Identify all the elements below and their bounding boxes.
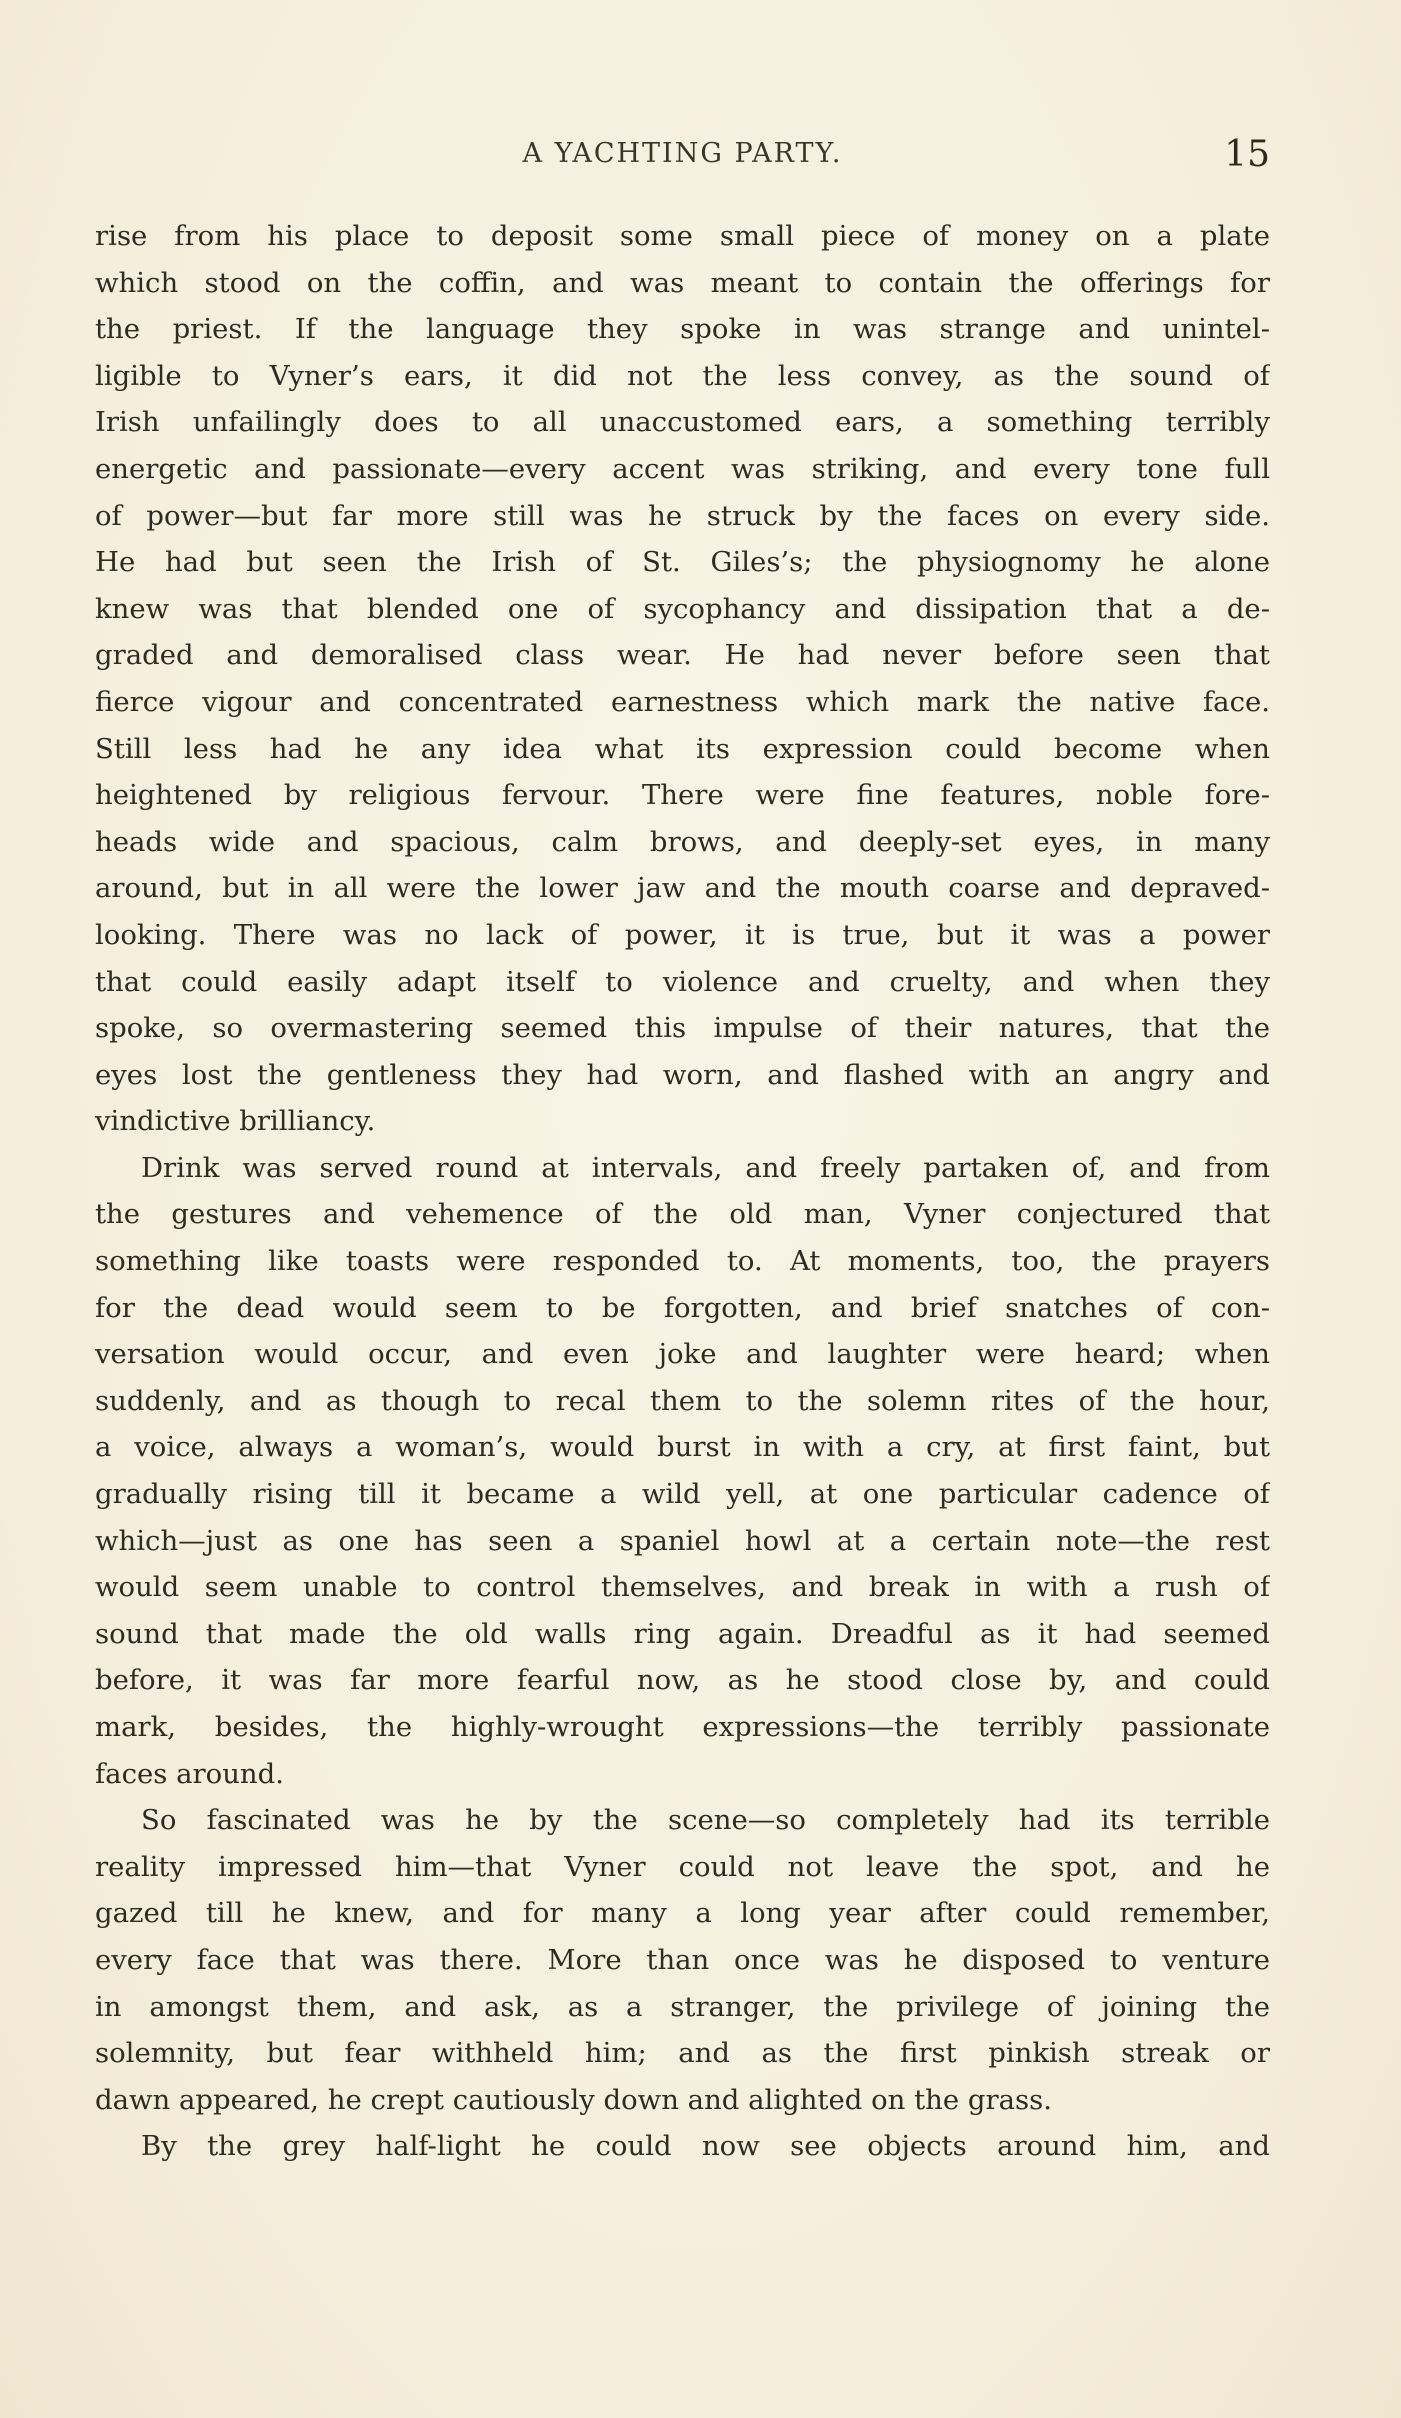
text-line: heads wide and spacious, calm brows, and deeply-set eyes, in many — [95, 825, 1270, 858]
text-line: graded and demoralised class wear. He had never before seen that — [95, 639, 1270, 672]
text-line: would seem unable to control themselves, and break in with a rush of — [95, 1571, 1270, 1604]
text-line: energetic and passionate—every accent was striking, and every tone full — [95, 452, 1270, 485]
text-line: every face that was there. More than once was he disposed to venture — [95, 1943, 1270, 1976]
text-line: solemnity, but fear withheld him; and as the first pinkish streak or — [95, 2037, 1270, 2070]
text-line: looking. There was no lack of power, it is true, but it was a power — [95, 918, 1270, 951]
text-line: Irish unfailingly does to all unaccustomed ears, a something terribly — [95, 406, 1270, 439]
text-line: suddenly, and as though to recal them to the solemn rites of the hour, — [95, 1384, 1270, 1417]
text-line: vindictive brilliancy. — [95, 1105, 376, 1138]
text-line: before, it was far more fearful now, as he stood close by, and could — [95, 1664, 1270, 1697]
running-title: A YACHTING PARTY. — [522, 138, 843, 169]
text-line: of power—but far more still was he struck by the faces on every side. — [95, 499, 1270, 532]
text-line: faces around. — [95, 1757, 284, 1790]
text-line: versation would occur, and even joke and laughter were heard; when — [95, 1338, 1270, 1371]
text-line: knew was that blended one of sycophancy and dissipation that a de- — [95, 592, 1270, 625]
running-head — [95, 134, 1270, 188]
text-line: Still less had he any idea what its expression could become when — [95, 732, 1270, 765]
text-line: sound that made the old walls ring again. Dreadful as it had seemed — [95, 1617, 1270, 1650]
text-line: for the dead would seem to be forgotten, and brief snatches of con- — [95, 1291, 1270, 1324]
text-line: around, but in all were the lower jaw and the mouth coarse and depraved- — [95, 872, 1270, 905]
text-line: mark, besides, the highly-wrought expressions—the terribly passionate — [95, 1711, 1270, 1743]
text-line: that could easily adapt itself to violence and cruelty, and when they — [95, 965, 1270, 998]
text-line: which stood on the coffin, and was meant to contain the offerings for — [95, 266, 1270, 299]
text-line: in amongst them, and ask, as a stranger, the privilege of joining the — [95, 1990, 1270, 2023]
body-text — [95, 213, 1270, 2170]
page-number: 15 — [1224, 134, 1270, 175]
text-line: dawn appeared, he crept cautiously down and alighted on the grass. — [95, 2083, 1052, 2116]
text-line: eyes lost the gentleness they had worn, and flashed with an angry and — [95, 1058, 1270, 1091]
text-line: So fascinated was he by the scene—so completely had its terrible — [141, 1804, 1270, 1837]
text-line: heightened by religious fervour. There were fine features, noble fore- — [95, 779, 1270, 812]
text-line: spoke, so overmastering seemed this impulse of their natures, that the — [95, 1012, 1270, 1045]
text-line: Drink was served round at intervals, and freely partaken of, and from — [141, 1151, 1270, 1184]
text-line: gazed till he knew, and for many a long year after could remember, — [95, 1897, 1270, 1930]
text-line: reality impressed him—that Vyner could not leave the spot, and he — [95, 1850, 1270, 1883]
text-line: By the grey half-light he could now see objects around him, and — [141, 2130, 1270, 2163]
text-line: which—just as one has seen a spaniel howl at a certain note—the rest — [95, 1524, 1270, 1557]
text-line: the gestures and vehemence of the old man, Vyner conjectured that — [95, 1198, 1270, 1231]
text-line: ligible to Vyner’s ears, it did not the less convey, as the sound of — [95, 359, 1270, 392]
text-line: a voice, always a woman’s, would burst in with a cry, at first faint, but — [95, 1431, 1270, 1464]
text-line: fierce vigour and concentrated earnestness which mark the native face. — [95, 685, 1270, 718]
text-line: something like toasts were responded to. At moments, too, the prayers — [95, 1245, 1270, 1278]
text-line: rise from his place to deposit some small piece of money on a plate — [95, 220, 1270, 252]
text-line: He had but seen the Irish of St. Giles’s; the physiognomy he alone — [95, 546, 1270, 579]
text-line: gradually rising till it became a wild yell, at one particular cadence of — [95, 1478, 1270, 1511]
text-line: the priest. If the language they spoke in was strange and unintel- — [95, 313, 1270, 346]
